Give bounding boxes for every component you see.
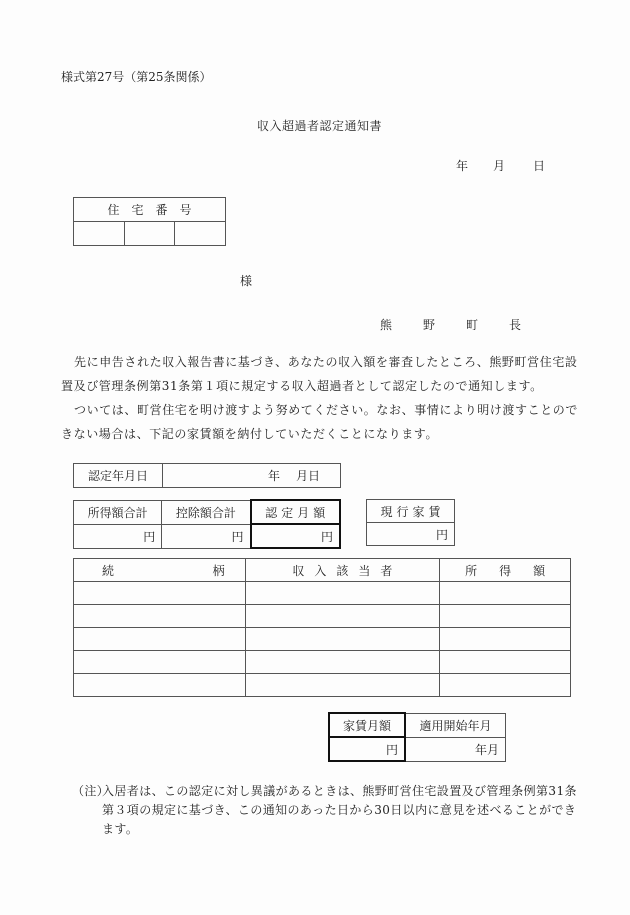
income-cell[interactable]	[440, 674, 571, 697]
body-paragraph-1: 先に申告された収入報告書に基づき、あなたの収入額を審査したところ、熊野町営住宅設置及び管理条例第31条第１項に規定する収入超過者として認定したので通知します。	[61, 355, 578, 393]
certified-monthly-header: 認定月額	[251, 500, 340, 524]
house-number-label: 住宅番号	[74, 198, 226, 222]
table-row	[74, 674, 571, 697]
addressee-suffix: 様	[240, 274, 253, 288]
relation-cell[interactable]	[74, 605, 246, 628]
relation-header	[74, 559, 246, 582]
relation-header-left: 続	[102, 563, 115, 578]
certification-date-value[interactable]	[163, 464, 341, 488]
cert-month: 月	[295, 469, 308, 483]
house-number-cell-2[interactable]	[124, 222, 175, 246]
relation-cell[interactable]	[74, 628, 246, 651]
income-cell[interactable]	[440, 651, 571, 674]
table-row	[74, 651, 571, 674]
issue-date-day: 日	[533, 159, 546, 173]
note-label: （注）	[72, 784, 110, 798]
deduction-total-header: 控除額合計	[162, 500, 251, 524]
table-row	[74, 605, 571, 628]
person-cell[interactable]	[245, 582, 440, 605]
issue-date-year: 年	[456, 159, 469, 173]
house-number-table	[73, 197, 226, 246]
monthly-rent-value[interactable]: 円	[329, 737, 405, 761]
issue-date	[456, 157, 545, 174]
income-cell[interactable]	[440, 628, 571, 651]
income-amount-header: 所得額	[440, 559, 571, 582]
current-rent-value[interactable]: 円	[367, 523, 455, 546]
relation-header-right: 柄	[212, 563, 225, 578]
person-cell[interactable]	[245, 651, 440, 674]
issue-date-month: 月	[493, 159, 506, 173]
house-number-cell-1[interactable]	[74, 222, 125, 246]
person-cell[interactable]	[245, 628, 440, 651]
certification-date-table	[73, 463, 341, 488]
income-cell[interactable]	[440, 605, 571, 628]
start-date-value[interactable]	[405, 737, 506, 761]
monthly-rent-table	[328, 712, 506, 762]
start-month: 月	[486, 742, 499, 757]
note-text: 入居者は、この認定に対し異議があるときは、熊野町営住宅設置及び管理条例第31条第３項の規定に基づき、この通知のあった日から30日以内に意見を述べることができます。	[102, 784, 577, 836]
income-total-value[interactable]: 円	[74, 524, 162, 548]
start-date-header: 適用開始年月	[405, 713, 506, 737]
income-total-header: 所得額合計	[74, 500, 162, 524]
table-row	[74, 628, 571, 651]
person-cell[interactable]	[245, 674, 440, 697]
cert-day: 日	[307, 469, 320, 483]
income-cell[interactable]	[440, 582, 571, 605]
issuer-char: 町	[466, 318, 479, 332]
income-person-header: 収入該当者	[245, 559, 440, 582]
issuer-char: 野	[423, 318, 436, 332]
certification-date-label: 認定年月日	[74, 464, 163, 488]
issuer-char: 熊	[380, 318, 393, 332]
note	[72, 782, 582, 839]
start-year: 年	[474, 742, 487, 757]
issuer-char: 長	[509, 318, 522, 332]
document-title: 収入超過者認定通知書	[257, 119, 383, 133]
amounts-table	[73, 499, 341, 549]
body-paragraph-2: ついては、町営住宅を明け渡すよう努めてください。なお、事情により明け渡すことのできない場合は、下記の家賃額を納付していただくことになります。	[61, 403, 579, 441]
issuer-name	[380, 316, 552, 333]
house-number-cell-3[interactable]	[175, 222, 226, 246]
income-earners-table	[73, 558, 571, 697]
relation-cell[interactable]	[74, 674, 246, 697]
certified-monthly-value[interactable]: 円	[251, 524, 340, 548]
current-rent-header: 現行家賃	[367, 500, 455, 523]
cert-year: 年	[267, 469, 280, 483]
relation-cell[interactable]	[74, 651, 246, 674]
deduction-total-value[interactable]: 円	[162, 524, 251, 548]
monthly-rent-header: 家賃月額	[329, 713, 405, 737]
relation-cell[interactable]	[74, 582, 246, 605]
current-rent-table	[366, 499, 455, 546]
person-cell[interactable]	[245, 605, 440, 628]
table-row	[74, 582, 571, 605]
form-id: 様式第27号（第25条関係）	[61, 70, 212, 84]
